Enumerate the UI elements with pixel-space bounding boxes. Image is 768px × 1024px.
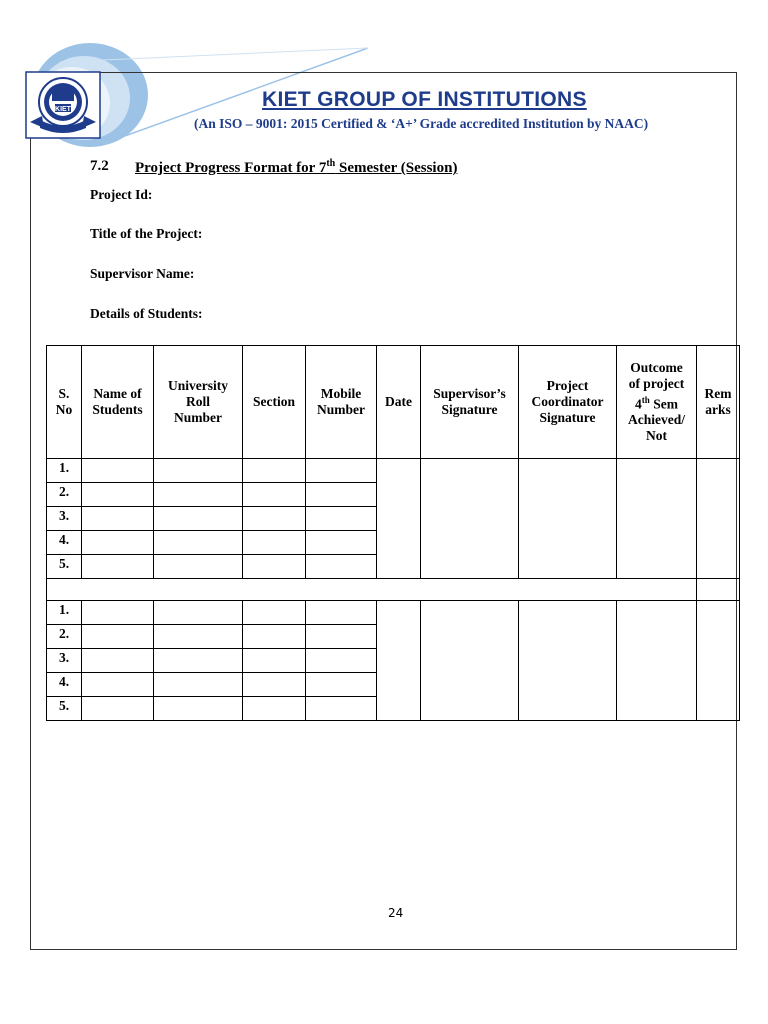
cell-student-name[interactable] bbox=[82, 507, 154, 531]
row-number: 3. bbox=[47, 507, 82, 531]
cell-section[interactable] bbox=[243, 625, 306, 649]
cell-section[interactable] bbox=[243, 673, 306, 697]
cell-mobile[interactable] bbox=[306, 625, 377, 649]
cell-roll-number[interactable] bbox=[154, 483, 243, 507]
cell-student-name[interactable] bbox=[82, 697, 154, 721]
header-student-name: Name of Students bbox=[82, 346, 154, 459]
org-accreditation-subtitle: (An ISO – 9001: 2015 Certified & ‘A+’ Grade accredited Institution by NAAC) bbox=[194, 116, 649, 131]
cell-roll-number[interactable] bbox=[154, 697, 243, 721]
cell-student-name[interactable] bbox=[82, 483, 154, 507]
cell-mobile[interactable] bbox=[306, 507, 377, 531]
cell-mobile[interactable] bbox=[306, 649, 377, 673]
cell-roll-number[interactable] bbox=[154, 459, 243, 483]
cell-roll-number[interactable] bbox=[154, 507, 243, 531]
cell-section[interactable] bbox=[243, 697, 306, 721]
row-number: 2. bbox=[47, 483, 82, 507]
row-number: 5. bbox=[47, 555, 82, 579]
group-separator-row bbox=[47, 579, 740, 601]
cell-section[interactable] bbox=[243, 531, 306, 555]
separator-cell bbox=[47, 579, 697, 601]
table-row bbox=[47, 601, 740, 625]
row-number: 5. bbox=[47, 697, 82, 721]
cell-mobile[interactable] bbox=[306, 459, 377, 483]
cell-section[interactable] bbox=[243, 649, 306, 673]
cell-section[interactable] bbox=[243, 601, 306, 625]
field-project-id: Project Id: bbox=[90, 187, 153, 202]
cell-roll-number[interactable] bbox=[154, 555, 243, 579]
cell-section[interactable] bbox=[243, 483, 306, 507]
row-number: 3. bbox=[47, 649, 82, 673]
table-row bbox=[47, 459, 740, 483]
cell-section[interactable] bbox=[243, 555, 306, 579]
row-number: 1. bbox=[47, 601, 82, 625]
cell-section[interactable] bbox=[243, 507, 306, 531]
page-number: 24 bbox=[388, 906, 404, 920]
cell-date[interactable] bbox=[377, 601, 421, 721]
cell-supervisor-signature[interactable] bbox=[421, 459, 519, 579]
org-name: KIET GROUP OF INSTITUTIONS bbox=[262, 88, 587, 111]
row-number: 4. bbox=[47, 673, 82, 697]
cell-mobile[interactable] bbox=[306, 555, 377, 579]
cell-roll-number[interactable] bbox=[154, 601, 243, 625]
header-outcome: Outcome of project 4th Sem Achieved/ Not bbox=[617, 346, 697, 459]
cell-mobile[interactable] bbox=[306, 673, 377, 697]
cell-coordinator-signature[interactable] bbox=[519, 601, 617, 721]
cell-mobile[interactable] bbox=[306, 531, 377, 555]
header-sno: S. No bbox=[47, 346, 82, 459]
row-number: 2. bbox=[47, 625, 82, 649]
cell-section[interactable] bbox=[243, 459, 306, 483]
header-remarks: Rem arks bbox=[697, 346, 740, 459]
cell-student-name[interactable] bbox=[82, 555, 154, 579]
cell-roll-number[interactable] bbox=[154, 649, 243, 673]
cell-supervisor-signature[interactable] bbox=[421, 601, 519, 721]
kiet-logo bbox=[24, 70, 102, 140]
cell-roll-number[interactable] bbox=[154, 625, 243, 649]
cell-remarks[interactable] bbox=[697, 601, 740, 721]
cell-roll-number[interactable] bbox=[154, 673, 243, 697]
cell-remarks[interactable] bbox=[697, 459, 740, 579]
header-section: Section bbox=[243, 346, 306, 459]
field-project-title: Title of the Project: bbox=[90, 226, 203, 241]
cell-student-name[interactable] bbox=[82, 673, 154, 697]
field-supervisor-name: Supervisor Name: bbox=[90, 266, 195, 281]
svg-text:KIET: KIET bbox=[55, 106, 71, 113]
cell-date[interactable] bbox=[377, 459, 421, 579]
header-supervisor-signature: Supervisor’s Signature bbox=[421, 346, 519, 459]
header-date: Date bbox=[377, 346, 421, 459]
section-number: 7.2 bbox=[90, 158, 109, 174]
separator-cell bbox=[697, 579, 740, 601]
cell-student-name[interactable] bbox=[82, 601, 154, 625]
row-number: 4. bbox=[47, 531, 82, 555]
cell-outcome[interactable] bbox=[617, 601, 697, 721]
header-mobile-number: Mobile Number bbox=[306, 346, 377, 459]
field-student-details: Details of Students: bbox=[90, 306, 203, 321]
cell-roll-number[interactable] bbox=[154, 531, 243, 555]
cell-mobile[interactable] bbox=[306, 601, 377, 625]
section-title: Project Progress Format for 7th Semester (Session) bbox=[135, 158, 458, 176]
header-coordinator-signature: Project Coordinator Signature bbox=[519, 346, 617, 459]
cell-outcome[interactable] bbox=[617, 459, 697, 579]
cell-student-name[interactable] bbox=[82, 531, 154, 555]
cell-coordinator-signature[interactable] bbox=[519, 459, 617, 579]
table-header-row bbox=[47, 346, 740, 459]
student-progress-table bbox=[46, 345, 740, 721]
cell-student-name[interactable] bbox=[82, 459, 154, 483]
header-roll-number: University Roll Number bbox=[154, 346, 243, 459]
cell-student-name[interactable] bbox=[82, 649, 154, 673]
row-number: 1. bbox=[47, 459, 82, 483]
cell-mobile[interactable] bbox=[306, 483, 377, 507]
cell-student-name[interactable] bbox=[82, 625, 154, 649]
cell-mobile[interactable] bbox=[306, 697, 377, 721]
